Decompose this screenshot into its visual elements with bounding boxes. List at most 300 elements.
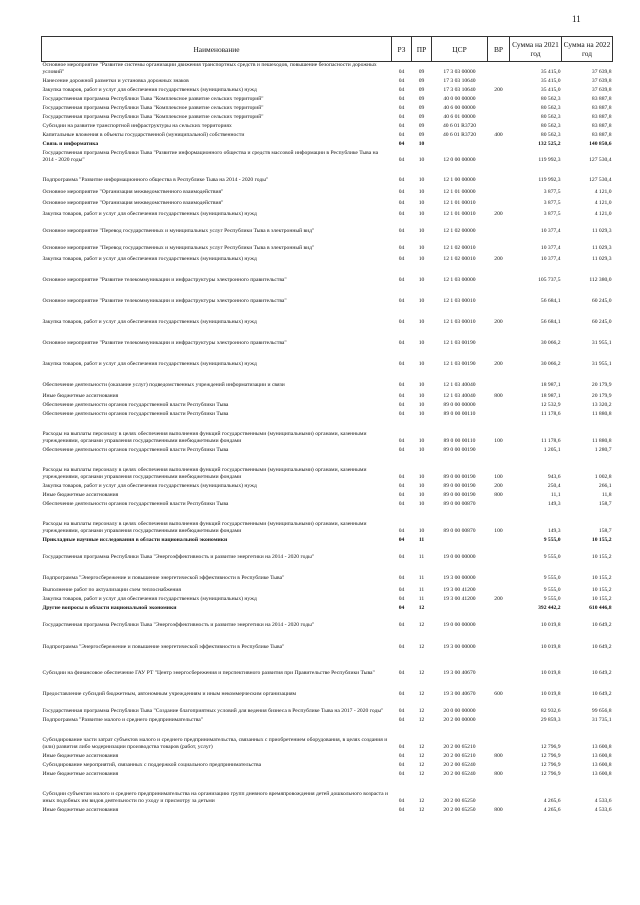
row-sum-2022: 83 887,8 bbox=[591, 122, 612, 129]
row-sum-2022: 11,8 bbox=[601, 491, 612, 498]
row-sum-2022: 4 121,0 bbox=[594, 188, 612, 195]
row-pr: 12 bbox=[418, 752, 425, 759]
row-rz: 04 bbox=[398, 276, 405, 283]
table-row bbox=[42, 326, 613, 347]
row-sum-2022: 37 639,8 bbox=[591, 68, 612, 75]
table-row bbox=[42, 85, 613, 94]
row-rz: 04 bbox=[398, 410, 405, 417]
row-csr: 20 2 00 65210 bbox=[443, 743, 476, 750]
row-vr: 800 bbox=[494, 770, 503, 777]
row-csr: 12 1 01 00000 bbox=[443, 188, 476, 195]
table-row bbox=[42, 164, 613, 184]
row-sum-2022: 10 155,2 bbox=[591, 595, 612, 602]
row-pr: 11 bbox=[418, 595, 425, 602]
row-csr: 89 0 00 00190 bbox=[443, 482, 476, 489]
row-vr bbox=[488, 612, 510, 629]
table-row bbox=[42, 651, 613, 677]
table-row bbox=[42, 218, 613, 235]
row-rz: 04 bbox=[398, 500, 405, 507]
row-sum-2021: 80 562,3 bbox=[540, 95, 561, 102]
row-rz: 04 bbox=[398, 716, 405, 723]
table-row bbox=[42, 207, 613, 218]
row-name: Основное мероприятие "Развитие телекоммуникации и инфраструктуры электронного правительства" bbox=[42, 339, 287, 346]
row-csr: 17 3 03 00000 bbox=[443, 68, 476, 75]
row-csr: 20 0 00 00000 bbox=[443, 707, 476, 714]
table-row bbox=[42, 184, 613, 196]
table-row bbox=[42, 535, 613, 544]
row-rz: 04 bbox=[398, 318, 405, 325]
row-vr: 200 bbox=[494, 318, 503, 325]
row-sum-2021: 11 178,6 bbox=[541, 410, 561, 417]
table-row bbox=[42, 805, 613, 814]
row-name: Основное мероприятие "Организация межведомственного взаимодействия" bbox=[42, 199, 224, 206]
header-pr: ПР bbox=[412, 37, 432, 62]
row-sum-2021: 29 859,3 bbox=[540, 716, 561, 723]
row-pr: 10 bbox=[418, 227, 425, 234]
row-rz: 04 bbox=[398, 621, 405, 628]
row-vr bbox=[488, 724, 510, 751]
row-rz: 04 bbox=[398, 761, 405, 768]
table-row bbox=[42, 284, 613, 305]
row-csr: 19 0 00 00000 bbox=[443, 553, 476, 560]
table-row bbox=[42, 347, 613, 368]
row-sum-2022: 99 656,8 bbox=[591, 707, 612, 714]
table-row bbox=[42, 629, 613, 651]
row-csr: 12 0 00 00000 bbox=[443, 156, 476, 163]
row-pr: 12 bbox=[418, 797, 425, 804]
row-pr: 12 bbox=[418, 743, 425, 750]
row-sum-2022: 4 121,0 bbox=[594, 199, 612, 206]
row-sum-2021: 18 987,1 bbox=[540, 381, 561, 388]
row-sum-2021: 80 562,3 bbox=[540, 122, 561, 129]
row-rz: 04 bbox=[398, 77, 405, 84]
row-sum-2021: 56 684,1 bbox=[540, 297, 561, 304]
row-rz: 04 bbox=[398, 669, 405, 676]
row-csr: 12 1 03 00190 bbox=[443, 339, 476, 346]
row-sum-2021: 119 992,3 bbox=[538, 176, 561, 183]
row-rz: 04 bbox=[398, 104, 405, 111]
row-sum-2021: 3 877,5 bbox=[543, 199, 561, 206]
row-sum-2021: 4 265,6 bbox=[543, 806, 561, 813]
row-vr: 400 bbox=[494, 131, 503, 138]
row-vr bbox=[488, 148, 510, 164]
row-name: Обеспечение деятельности (оказание услуг) подведомственных учреждений информатизации и связи bbox=[42, 381, 285, 388]
row-pr: 09 bbox=[418, 122, 425, 129]
row-vr bbox=[488, 651, 510, 677]
row-name: Закупка товаров, работ и услуг для обеспечения государственных (муниципальных) нужд bbox=[42, 360, 257, 367]
row-csr: 19 3 00 40670 bbox=[443, 669, 476, 676]
header-sum-2021: Сумма на 2021 год bbox=[510, 37, 562, 62]
row-name: Иные бюджетные ассигнования bbox=[42, 752, 119, 759]
row-pr: 10 bbox=[418, 401, 425, 408]
row-sum-2022: 11 029,3 bbox=[592, 244, 612, 251]
row-sum-2022: 10 155,2 bbox=[591, 553, 612, 560]
row-csr: 40 0 00 00000 bbox=[443, 95, 476, 102]
header-csr: ЦСР bbox=[432, 37, 488, 62]
row-name: Основное мероприятие "Организация межведомственного взаимодействия" bbox=[42, 188, 224, 195]
row-sum-2021: 9 555,0 bbox=[543, 586, 561, 593]
row-pr: 09 bbox=[418, 86, 425, 93]
row-sum-2022: 10 155,2 bbox=[591, 536, 612, 543]
row-pr: 12 bbox=[418, 806, 425, 813]
row-name: Государственная программа Республики Тыва "Комплексное развитие сельских территорий" bbox=[42, 113, 264, 120]
row-rz: 04 bbox=[398, 188, 405, 195]
row-csr: 20 2 00 65240 bbox=[443, 770, 476, 777]
row-vr bbox=[488, 218, 510, 235]
row-pr: 10 bbox=[418, 473, 425, 480]
row-name: Закупка товаров, работ и услуг для обеспечения государственных (муниципальных) нужд bbox=[42, 86, 257, 93]
row-vr: 200 bbox=[494, 86, 503, 93]
row-name: Другие вопросы в области национальной экономики bbox=[42, 604, 177, 611]
table-row bbox=[42, 724, 613, 751]
table-row bbox=[42, 544, 613, 561]
row-rz: 04 bbox=[398, 401, 405, 408]
row-name: Субсидирование мероприятий, связанных с поддержкой социального предпринимательства bbox=[42, 761, 262, 768]
row-csr: 12 1 01 00010 bbox=[443, 210, 476, 217]
row-vr: 200 bbox=[494, 595, 503, 602]
row-rz: 04 bbox=[398, 595, 405, 602]
row-sum-2021: 30 066,2 bbox=[540, 360, 561, 367]
row-rz: 04 bbox=[398, 244, 405, 251]
row-name: Государственная программа Республики Тыва "Комплексное развитие сельских территорий" bbox=[42, 104, 264, 111]
row-sum-2022: 10 649,2 bbox=[591, 669, 612, 676]
row-sum-2022: 31 735,1 bbox=[591, 716, 612, 723]
table-row bbox=[42, 94, 613, 103]
row-name: Подпрограмма "Энергосбережение и повышение энергетической эффективности в Республике Тыва" bbox=[42, 574, 285, 581]
table-row bbox=[42, 715, 613, 724]
row-rz: 04 bbox=[398, 446, 405, 453]
row-sum-2022: 13 600,8 bbox=[591, 770, 612, 777]
row-pr: 10 bbox=[418, 360, 425, 367]
header-vr: ВР bbox=[488, 37, 510, 62]
row-sum-2021: 12 532,9 bbox=[540, 401, 561, 408]
row-csr: 19 3 00 00000 bbox=[443, 574, 476, 581]
row-sum-2022: 11 029,3 bbox=[592, 255, 612, 262]
table-row bbox=[42, 418, 613, 445]
row-rz: 04 bbox=[398, 473, 405, 480]
row-vr bbox=[488, 184, 510, 196]
row-sum-2021: 9 555,0 bbox=[543, 553, 561, 560]
row-pr: 12 bbox=[418, 621, 425, 628]
row-name: Государственная программа Республики Тыва "Развитие информационного общества и средств массовой информации в Республике Тыва на 2014 - 2020 годы" bbox=[42, 150, 379, 163]
row-vr bbox=[488, 112, 510, 121]
row-rz: 04 bbox=[398, 806, 405, 813]
table-row bbox=[42, 481, 613, 490]
row-sum-2022: 83 887,8 bbox=[591, 113, 612, 120]
row-rz: 04 bbox=[398, 140, 405, 147]
row-pr: 10 bbox=[418, 381, 425, 388]
row-csr bbox=[432, 535, 488, 544]
row-pr: 12 bbox=[418, 604, 425, 611]
row-name: Иные бюджетные ассигнования bbox=[42, 491, 119, 498]
row-pr: 10 bbox=[418, 500, 425, 507]
row-rz: 04 bbox=[398, 586, 405, 593]
row-csr: 40 6 01 R3720 bbox=[442, 122, 477, 129]
row-vr: 200 bbox=[494, 482, 503, 489]
row-csr: 19 3 00 00000 bbox=[443, 643, 476, 650]
row-csr: 40 6 01 R3720 bbox=[442, 131, 477, 138]
table-row bbox=[42, 778, 613, 805]
row-sum-2022: 158,7 bbox=[598, 527, 612, 534]
row-name: Основное мероприятие "Перевод государственных и муниципальных услуг Республики Тыва в электронный вид" bbox=[42, 244, 315, 251]
row-csr: 89 0 00 00190 bbox=[443, 446, 476, 453]
row-sum-2021: 35 415,0 bbox=[540, 77, 561, 84]
row-sum-2021: 149,3 bbox=[547, 527, 561, 534]
row-rz: 04 bbox=[398, 770, 405, 777]
table-row bbox=[42, 445, 613, 454]
row-name: Иные бюджетные ассигнования bbox=[42, 806, 119, 813]
table-row bbox=[42, 760, 613, 769]
row-rz: 04 bbox=[398, 707, 405, 714]
row-pr: 11 bbox=[418, 586, 425, 593]
row-vr bbox=[488, 561, 510, 582]
row-vr bbox=[488, 760, 510, 769]
row-csr: 40 6 01 00000 bbox=[443, 113, 476, 120]
row-csr: 12 1 01 00010 bbox=[443, 199, 476, 206]
row-pr: 10 bbox=[418, 339, 425, 346]
row-pr: 10 bbox=[418, 188, 425, 195]
row-sum-2021: 10 377,4 bbox=[540, 227, 561, 234]
row-rz: 04 bbox=[398, 643, 405, 650]
row-pr: 10 bbox=[418, 199, 425, 206]
row-sum-2022: 266,1 bbox=[598, 482, 612, 489]
table-row bbox=[42, 263, 613, 284]
row-pr: 11 bbox=[418, 553, 425, 560]
row-name: Государственная программа Республики Тыва "Энергоэффективность и развитие энергетики на 2014 - 2020 годы" bbox=[42, 553, 315, 560]
row-pr: 09 bbox=[418, 68, 425, 75]
row-pr: 10 bbox=[418, 392, 425, 399]
row-sum-2022: 37 639,8 bbox=[591, 77, 612, 84]
row-sum-2022: 13 320,2 bbox=[591, 401, 612, 408]
table-row bbox=[42, 368, 613, 389]
row-name: Капитальные вложения в объекты государственной (муниципальной) собственности bbox=[42, 131, 245, 138]
row-sum-2021: 12 796,9 bbox=[540, 752, 561, 759]
row-vr: 200 bbox=[494, 210, 503, 217]
row-vr: 200 bbox=[494, 255, 503, 262]
row-pr: 10 bbox=[418, 244, 425, 251]
row-name: Основное мероприятие "Развитие телекоммуникации и инфраструктуры электронного правительства" bbox=[42, 276, 287, 283]
table-row bbox=[42, 698, 613, 715]
row-name: Закупка товаров, работ и услуг для обеспечения государственных (муниципальных) нужд bbox=[42, 482, 257, 489]
table-row bbox=[42, 196, 613, 207]
row-sum-2022: 11 880,8 bbox=[592, 410, 612, 417]
row-csr: 19 0 00 00000 bbox=[443, 621, 476, 628]
row-rz: 04 bbox=[398, 482, 405, 489]
row-csr: 19 3 00 41200 bbox=[443, 595, 476, 602]
table-row bbox=[42, 582, 613, 594]
row-csr: 89 0 00 00110 bbox=[443, 410, 476, 417]
row-sum-2021: 12 796,9 bbox=[540, 761, 561, 768]
row-pr: 10 bbox=[418, 446, 425, 453]
row-vr bbox=[488, 235, 510, 252]
row-vr bbox=[488, 603, 510, 612]
row-rz: 04 bbox=[398, 122, 405, 129]
row-sum-2021: 12 796,9 bbox=[540, 770, 561, 777]
row-pr: 10 bbox=[418, 176, 425, 183]
table-row bbox=[42, 594, 613, 603]
row-name: Обеспечение деятельности органов государственной власти Республики Тыва bbox=[42, 500, 229, 507]
row-vr bbox=[488, 164, 510, 184]
table-row bbox=[42, 499, 613, 508]
row-sum-2022: 610 446,8 bbox=[589, 604, 612, 611]
row-vr bbox=[488, 284, 510, 305]
row-name: Выполнение работ по актуализации схем теплоснабжения bbox=[42, 586, 181, 593]
row-csr: 12 1 02 00010 bbox=[443, 255, 476, 262]
row-pr: 10 bbox=[418, 255, 425, 262]
row-vr: 800 bbox=[494, 752, 503, 759]
table-row bbox=[42, 490, 613, 499]
row-sum-2022: 1 280,7 bbox=[594, 446, 612, 453]
row-sum-2022: 20 179,9 bbox=[591, 392, 612, 399]
header-name: Наименование bbox=[42, 37, 392, 62]
row-vr: 100 bbox=[494, 473, 503, 480]
row-sum-2021: 82 932,6 bbox=[540, 707, 561, 714]
row-rz: 04 bbox=[398, 553, 405, 560]
row-sum-2021: 149,3 bbox=[547, 500, 561, 507]
row-vr bbox=[488, 103, 510, 112]
row-vr: 600 bbox=[494, 690, 503, 697]
row-sum-2021: 4 265,6 bbox=[543, 797, 561, 804]
row-rz: 04 bbox=[398, 536, 405, 543]
row-sum-2022: 83 887,8 bbox=[591, 131, 612, 138]
row-rz: 04 bbox=[398, 131, 405, 138]
row-rz: 04 bbox=[398, 743, 405, 750]
row-csr: 19 3 00 40670 bbox=[443, 690, 476, 697]
table-row bbox=[42, 400, 613, 409]
row-pr: 09 bbox=[418, 131, 425, 138]
table-row bbox=[42, 139, 613, 148]
row-sum-2021: 9 555,0 bbox=[543, 536, 561, 543]
row-name: Субсидии на финансовое обеспечение ГАУ РТ "Центр энергосбережения и перспективного развития при Правительстве Республики Тыва" bbox=[42, 669, 375, 676]
row-vr bbox=[488, 263, 510, 284]
row-sum-2021: 10 019,8 bbox=[540, 621, 561, 628]
row-sum-2022: 11 029,3 bbox=[592, 227, 612, 234]
table-row bbox=[42, 305, 613, 326]
row-sum-2021: 12 796,9 bbox=[540, 743, 561, 750]
row-vr bbox=[488, 698, 510, 715]
row-pr: 10 bbox=[418, 297, 425, 304]
row-sum-2022: 31 955,1 bbox=[591, 339, 612, 346]
row-rz: 04 bbox=[398, 95, 405, 102]
row-name: Обеспечение деятельности органов государственной власти Республики Тыва bbox=[42, 410, 229, 417]
row-name: Связь и информатика bbox=[42, 140, 99, 147]
row-vr: 800 bbox=[494, 491, 503, 498]
row-csr: 20 2 00 65240 bbox=[443, 761, 476, 768]
row-sum-2022: 11 880,8 bbox=[592, 437, 612, 444]
row-name: Государственная программа Республики Тыва "Энергоэффективность и развитие энергетики на 2014 - 2020 годы" bbox=[42, 621, 315, 628]
table-row bbox=[42, 769, 613, 778]
row-vr bbox=[488, 499, 510, 508]
row-pr: 09 bbox=[418, 113, 425, 120]
row-vr bbox=[488, 62, 510, 76]
row-csr: 20 2 00 65210 bbox=[443, 752, 476, 759]
row-sum-2022: 13 600,8 bbox=[591, 743, 612, 750]
table-row bbox=[42, 561, 613, 582]
row-name: Закупка товаров, работ и услуг для обеспечения государственных (муниципальных) нужд bbox=[42, 318, 257, 325]
row-vr bbox=[488, 544, 510, 561]
row-pr: 10 bbox=[418, 318, 425, 325]
row-sum-2021: 3 877,5 bbox=[543, 188, 561, 195]
table-row bbox=[42, 603, 613, 612]
row-csr: 12 1 03 40040 bbox=[443, 381, 476, 388]
row-sum-2022: 140 850,6 bbox=[589, 140, 612, 147]
row-sum-2021: 119 992,3 bbox=[538, 156, 561, 163]
row-rz: 04 bbox=[398, 797, 405, 804]
row-sum-2021: 80 562,3 bbox=[540, 131, 561, 138]
row-vr: 200 bbox=[494, 360, 503, 367]
row-csr: 12 1 03 00000 bbox=[443, 276, 476, 283]
row-name: Подпрограмма "Энергосбережение и повышение энергетической эффективности в Республике Тыва" bbox=[42, 643, 285, 650]
row-sum-2022: 4 121,0 bbox=[594, 210, 612, 217]
row-csr: 89 0 00 00000 bbox=[443, 401, 476, 408]
row-csr: 40 6 00 00000 bbox=[443, 104, 476, 111]
row-sum-2021: 30 066,2 bbox=[540, 339, 561, 346]
row-sum-2022: 127 530,4 bbox=[589, 156, 612, 163]
row-rz: 04 bbox=[398, 176, 405, 183]
row-sum-2022: 4 533,6 bbox=[594, 806, 612, 813]
row-pr: 11 bbox=[418, 536, 425, 543]
row-name: Закупка товаров, работ и услуг для обеспечения государственных (муниципальных) нужд bbox=[42, 255, 257, 262]
row-rz: 04 bbox=[398, 437, 405, 444]
table-row bbox=[42, 612, 613, 629]
row-rz: 04 bbox=[398, 68, 405, 75]
row-csr: 19 3 00 41200 bbox=[443, 586, 476, 593]
row-pr: 12 bbox=[418, 716, 425, 723]
row-vr bbox=[488, 629, 510, 651]
row-name: Подпрограмма "Развитие малого и среднего предпринимательства" bbox=[42, 716, 204, 723]
row-pr: 12 bbox=[418, 690, 425, 697]
row-sum-2022: 13 600,8 bbox=[591, 761, 612, 768]
row-csr bbox=[432, 603, 488, 612]
row-sum-2021: 132 525,2 bbox=[538, 140, 561, 147]
row-name: Закупка товаров, работ и услуг для обеспечения государственных (муниципальных) нужд bbox=[42, 595, 257, 602]
table-row bbox=[42, 76, 613, 85]
row-pr: 10 bbox=[418, 437, 425, 444]
row-pr: 10 bbox=[418, 482, 425, 489]
table-row bbox=[42, 252, 613, 263]
row-name: Субсидии на развитие транспортной инфраструктуры на сельских территориях bbox=[42, 122, 232, 129]
row-vr bbox=[488, 368, 510, 389]
row-vr: 800 bbox=[494, 806, 503, 813]
row-vr: 800 bbox=[494, 392, 503, 399]
table-row bbox=[42, 409, 613, 418]
row-name: Основное мероприятие "Развитие телекоммуникации и инфраструктуры электронного правительства" bbox=[42, 297, 287, 304]
row-vr bbox=[488, 715, 510, 724]
row-sum-2021: 9 555,0 bbox=[543, 595, 561, 602]
row-sum-2021: 10 019,8 bbox=[540, 643, 561, 650]
row-sum-2022: 83 887,8 bbox=[591, 104, 612, 111]
row-vr: 100 bbox=[494, 437, 503, 444]
row-sum-2021: 18 987,1 bbox=[540, 392, 561, 399]
row-rz: 04 bbox=[398, 86, 405, 93]
row-sum-2022: 60 245,0 bbox=[591, 318, 612, 325]
row-sum-2021: 10 377,4 bbox=[540, 255, 561, 262]
row-pr: 12 bbox=[418, 669, 425, 676]
row-rz: 04 bbox=[398, 574, 405, 581]
row-name: Нанесение дорожной разметки и установка дорожных знаков bbox=[42, 77, 189, 84]
row-sum-2021: 80 562,3 bbox=[540, 104, 561, 111]
row-vr bbox=[488, 139, 510, 148]
row-name: Обеспечение деятельности органов государственной власти Республики Тыва bbox=[42, 401, 229, 408]
header-rz: РЗ bbox=[392, 37, 412, 62]
row-csr: 20 2 00 65250 bbox=[443, 806, 476, 813]
header-sum-2022: Сумма на 2022 год bbox=[562, 37, 613, 62]
row-vr bbox=[488, 582, 510, 594]
row-pr: 12 bbox=[418, 707, 425, 714]
row-rz: 04 bbox=[398, 527, 405, 534]
row-sum-2022: 20 179,9 bbox=[591, 381, 612, 388]
row-sum-2021: 56 684,1 bbox=[540, 318, 561, 325]
